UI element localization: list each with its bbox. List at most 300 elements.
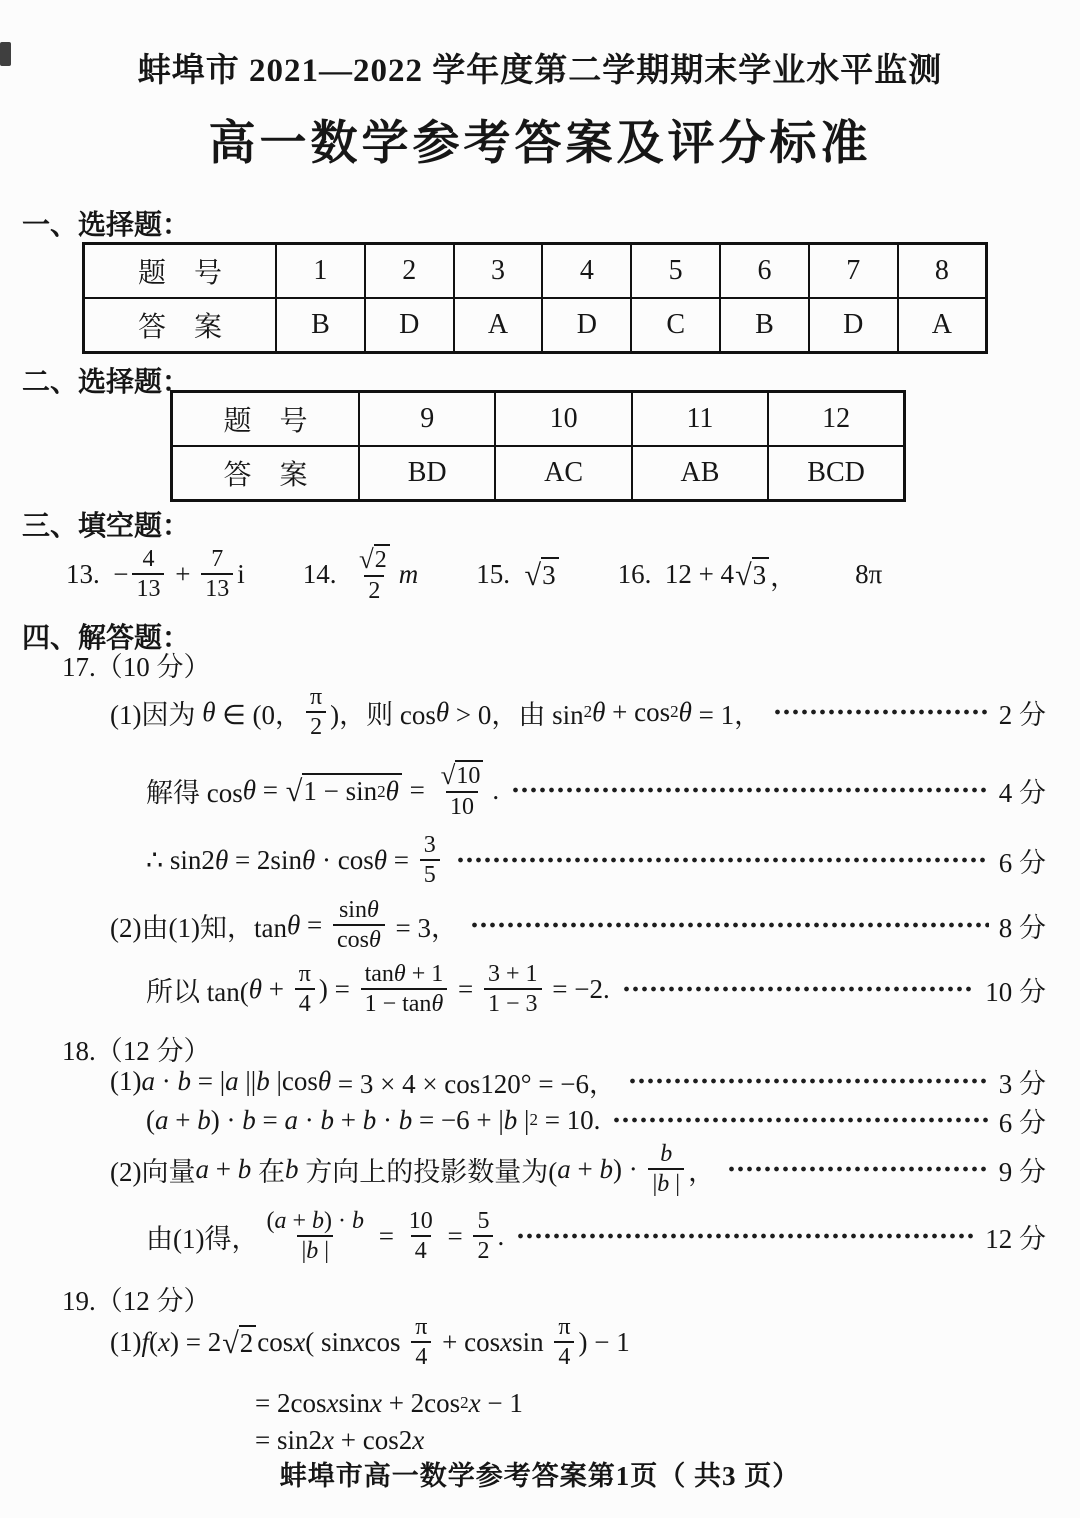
math-text: 5 [423,862,436,888]
math-expression [110,897,458,954]
radical-sign: √ [285,773,303,808]
row-label: 答 案 [84,298,277,353]
math-text: = [386,844,416,875]
square-root [441,760,484,789]
square-root [286,773,402,807]
radical-sign: √ [358,543,374,574]
score-label: 12 分 [985,1223,1046,1254]
math-text: 1 − 3 [487,991,538,1017]
math-text: = [255,1104,285,1135]
answer-table-questions-1-8 [82,242,988,354]
math-variable: m [398,558,419,589]
math-text: 15. [476,558,524,589]
math-variable: a [141,1065,155,1096]
math-variable: θ [317,1065,332,1096]
math-text: π [310,683,323,710]
math-text: . [492,774,500,805]
math-variable: θ [301,844,316,875]
radical-sign: √ [735,557,752,592]
math-text: |cos [269,1065,318,1096]
fraction [201,546,233,603]
math-text: = [451,973,480,1004]
score-label: 6 分 [998,847,1046,878]
fraction [354,544,395,604]
score-label: 8 分 [998,912,1046,943]
math-text: 1 − sin [303,776,378,806]
solution-line [0,954,1046,1024]
math-text: + cos [605,696,671,727]
math-text: 16. 12 + 4 [617,558,735,589]
fraction-numerator [295,961,315,988]
math-text: cos [336,927,369,953]
fraction [436,760,489,820]
radicand [455,760,483,789]
score-label: 4 分 [998,777,1046,808]
fraction-numerator [306,684,326,711]
math-text: | [517,1104,530,1135]
math-text: = [372,1220,401,1251]
table-cell: 4 [542,244,631,299]
table-cell: 10 [495,392,631,447]
table-cell: D [542,298,631,353]
solution-line [0,1060,1046,1102]
fraction-numerator [484,961,542,988]
math-text: 13. − [66,558,129,589]
fraction-numerator [554,1314,574,1341]
math-text: + [208,1153,238,1184]
math-text: 由(1)得， [146,1223,259,1254]
math-expression: ( a + b ) · b = a · b + b · b = −6 + | b | 2 = 10. [146,1104,601,1135]
table-cell: BCD [768,446,904,501]
math-variable: θ [385,776,399,806]
document-title: 蚌埠市 2021—2022 学年度第二学期期末学业水平监测 [137,53,943,89]
math-text: ) · [210,1104,243,1135]
math-text: = 2cos [255,1387,327,1418]
math-expression [146,961,610,1018]
math-variable: θ [678,696,692,727]
math-text: 2 [239,1328,254,1358]
table-cell: D [809,298,898,353]
math-text: 10 [408,1207,433,1234]
table-cell: 2 [365,244,454,299]
math-text: = 1， [691,699,762,730]
math-text: · cos [315,844,374,875]
math-text: π [415,1313,428,1340]
table-cell: 3 [454,244,543,299]
radicand [374,544,390,573]
math-expression [66,544,882,604]
math-text: 8π [855,558,883,589]
radicand [752,557,770,591]
math-variable: b [312,1207,325,1234]
math-text: ) − 1 [578,1326,630,1357]
page-footer: 蚌埠市高一数学参考答案第1页（ 共3 页） [279,1461,801,1491]
math-text: )，则 cos [330,699,436,730]
math-text: + [333,1104,363,1135]
math-text: 4 [142,545,155,572]
math-text: (1)因为 [110,699,203,730]
fraction-denominator [201,573,233,602]
table-cell: 1 [276,244,365,299]
math-text: 7 [211,545,224,572]
math-text: | [669,1171,681,1197]
fraction [405,1208,437,1265]
dot-leader [628,1075,989,1087]
math-text: cos [257,1326,294,1357]
solution-line [0,748,1046,832]
math-text: || [238,1065,257,1096]
math-text: 3 + 1 [487,960,538,987]
math-text: 10 [456,763,481,790]
math-text: + [262,973,291,1004]
math-variable: x [293,1326,306,1357]
dot-leader [773,706,989,718]
math-variable: θ [592,696,606,727]
math-text: 4 [298,991,311,1017]
math-variable: x [322,1424,334,1455]
math-variable: b [599,1153,613,1184]
table-cell: 9 [359,392,495,447]
fraction-denominator [648,1168,684,1197]
math-text: tan [364,960,394,987]
radicand: 1 − sin 2 θ [302,773,402,807]
math-text: 2 [368,577,381,604]
math-text: (2)向量 [110,1156,196,1187]
solution-line [0,826,1046,894]
math-text: 2 [477,1238,490,1264]
math-text: ∴ sin2 [146,844,215,875]
section-heading-choice-single: 一、选择题： [22,210,191,241]
math-text: ) · [612,1153,645,1184]
radical-sign: √ [524,557,542,592]
dot-leader [516,1230,975,1242]
math-variable: b [362,1104,377,1135]
math-text: = −6 + | [412,1104,504,1135]
math-variable: a [225,1065,239,1096]
fraction-denominator [306,711,326,740]
math-text: = sin2 [255,1424,322,1455]
table-row [172,392,905,447]
document-subtitle: 高一数学参考答案及评分标准 [208,116,872,169]
math-expression [146,832,444,889]
fraction-numerator [207,546,227,573]
math-variable: x [468,1387,481,1418]
math-text: = −2. [545,973,610,1004]
math-text: · [297,1104,321,1135]
fraction-denominator [295,988,315,1017]
math-text: ， [688,1156,716,1187]
fraction-denominator [554,1341,574,1370]
math-variable: b [284,1153,299,1184]
math-text: = [300,909,329,940]
score-label: 10 分 [985,976,1046,1007]
fraction-denominator [420,859,440,888]
fraction [132,546,164,603]
fraction [484,961,542,1018]
fraction-numerator [335,897,383,924]
fraction [306,684,326,741]
math-variable: b [352,1207,365,1234]
math-text: 3 [542,560,556,590]
table-cell: A [898,298,987,353]
fraction [361,961,448,1018]
score-label: 6 分 [998,1107,1046,1138]
math-variable: b [177,1065,191,1096]
row-label: 答 案 [172,446,360,501]
square-root [524,557,558,591]
math-text: + cos [435,1326,501,1357]
math-text: sin [338,1387,370,1418]
score-label: 2 分 [998,699,1046,730]
math-expression [110,1062,616,1101]
math-text: ) · [324,1207,353,1234]
math-variable: θ [286,909,301,940]
fraction [554,1314,574,1371]
math-text: + 1 [405,960,444,987]
math-variable: θ [214,844,229,875]
solution-line [0,674,1046,750]
fraction-numerator [411,1314,431,1341]
solution-line [0,892,1046,958]
math-text: 18.（12 分） [62,1035,211,1066]
math-text: = 3 × 4 × cos120° = −6， [331,1068,617,1099]
fill-in-answers-line [0,531,1046,617]
math-text: = 2sin [228,844,302,875]
math-text: 解得 cos [146,777,243,808]
fraction [333,897,385,954]
math-expression: = 2cos x sin x + 2cos 2 x − 1 [255,1387,523,1418]
table-cell: 12 [768,392,904,447]
solution-line [0,1138,1046,1200]
math-text: ) = [318,973,357,1004]
math-text: ∈ (0， [215,699,303,730]
fraction [648,1141,684,1198]
fraction-denominator [333,924,385,953]
fraction-numerator [138,546,158,573]
math-variable: b [320,1104,334,1135]
math-text: π [298,960,311,987]
math-variable: θ [242,774,257,805]
table-cell: C [631,298,720,353]
math-text: . [497,1220,505,1251]
math-text: 在 [251,1156,285,1187]
math-text: ( [146,1104,155,1135]
square-root [359,544,390,573]
math-text: 10 [449,793,474,820]
fraction-denominator [411,1235,431,1264]
math-expression [110,1141,715,1198]
math-variable: x [369,1387,382,1418]
math-variable: θ [435,696,450,727]
fraction-denominator [297,1235,333,1264]
math-variable: x [158,1326,170,1357]
math-text: 所以 tan( [146,976,249,1007]
math-variable: θ [202,696,216,727]
math-text: ) = 2 [169,1326,222,1357]
math-text: + [168,558,198,589]
math-text: ， [770,561,798,592]
math-variable: b [660,1140,673,1167]
math-text: cos [364,1326,408,1357]
fraction-numerator [420,832,440,859]
math-variable: b [237,1153,252,1184]
math-text: 5 [477,1207,490,1234]
math-variable: θ [368,927,381,953]
math-text: 4 [558,1344,571,1370]
math-variable: b [256,1065,270,1096]
fraction-numerator [361,961,448,988]
fraction-denominator [446,791,478,820]
math-text: π [558,1313,571,1340]
math-text: ( [266,1207,275,1234]
math-text: ( [149,1326,158,1357]
fraction-numerator [405,1208,437,1235]
math-text: | [301,1238,307,1264]
math-text: | [318,1238,330,1264]
dot-leader [727,1163,989,1175]
table-cell: 7 [809,244,898,299]
math-text: 2 [374,547,387,574]
math-text: 13 [205,576,230,602]
section-heading-solutions: 四、解答题： [22,623,191,654]
math-expression [146,760,499,820]
radicand [239,1325,257,1359]
math-variable: b [197,1104,211,1135]
math-text: 19.（12 分） [62,1285,211,1316]
math-text: · [376,1104,399,1135]
math-variable: b [306,1238,319,1264]
table-cell: 6 [720,244,809,299]
table-row [84,244,987,299]
math-text: | [652,1171,658,1197]
fraction [411,1314,431,1371]
fraction-denominator [132,573,164,602]
math-variable: x [326,1387,339,1418]
radical-sign: √ [222,1325,239,1360]
math-variable: a [557,1153,571,1184]
math-text: = [440,1220,470,1251]
math-variable: θ [248,973,262,1004]
table-cell: D [365,298,454,353]
solution-line [0,1196,1046,1276]
math-text: 3 [423,831,436,858]
math-variable: a [284,1104,298,1135]
table-cell: 8 [898,244,987,299]
table-row [84,298,987,353]
math-text: · [154,1065,178,1096]
math-text: i [237,558,245,589]
math-variable: θ [373,844,387,875]
fraction-denominator [364,575,384,604]
dot-leader [470,919,989,931]
table-cell: B [720,298,809,353]
math-variable: x [352,1326,365,1357]
math-variable: θ [366,896,379,923]
math-text: = 3， [388,912,458,943]
fraction [473,1208,493,1265]
math-variable: b [657,1171,670,1197]
math-variable: a [155,1104,169,1135]
math-text: − 1 [480,1387,523,1418]
table-cell: 5 [631,244,720,299]
math-text: 17.（10 分） [62,651,211,682]
score-label: 3 分 [998,1068,1046,1099]
math-text: + 2cos [381,1387,461,1418]
math-variable: a [195,1153,209,1184]
dot-leader [612,1114,988,1126]
math-text: ( sin [305,1326,353,1357]
fraction-numerator [656,1141,676,1168]
math-text: 4 [415,1344,428,1370]
table-cell: A [454,298,543,353]
math-text: + [570,1153,600,1184]
square-root [222,1325,256,1359]
score-label: 9 分 [998,1156,1046,1187]
math-text: 14. [302,558,350,589]
dot-leader [622,983,976,995]
dot-leader [456,854,989,866]
math-variable: x [500,1326,513,1357]
math-variable: θ [431,991,444,1017]
math-text: + cos2 [333,1424,413,1455]
math-text: sin [338,896,367,923]
math-variable: x [412,1424,425,1455]
math-text: 13 [136,576,161,602]
math-text: 1 − tan [364,991,432,1017]
dot-leader [511,784,989,796]
math-expression: (1)因为 θ ∈ (0， $\frac{\pi}{2}$ )，则 cos θ > 0，由 sin 2 θ + cos 2 θ = 1， [110,683,762,740]
math-text: = [402,774,432,805]
math-text: + [168,1104,198,1135]
math-variable: b [242,1104,256,1135]
fraction [420,832,440,889]
math-text: (2)由(1)知，tan [110,912,287,943]
math-expression [255,1425,424,1456]
fraction-denominator [484,988,542,1017]
math-variable: θ [393,960,406,987]
radical-sign: √ [440,759,456,790]
square-root [735,557,769,591]
radicand [541,557,559,591]
math-text: 方向上的投影数量为( [298,1156,558,1187]
solution-line [0,1306,1046,1378]
fraction-denominator [473,1235,493,1264]
math-text: (1) [110,1326,142,1357]
table-cell: 11 [632,392,768,447]
math-expression [110,1314,630,1371]
section-heading-choice-multi: 二、选择题： [22,367,191,398]
fraction-numerator [436,760,489,790]
section-heading-fill-in: 三、填空题： [22,511,191,542]
table-cell: BD [359,446,495,501]
math-variable: a [274,1207,287,1234]
fraction-numerator [473,1208,493,1235]
table-cell: AC [495,446,631,501]
math-expression [146,1208,504,1265]
math-text: 3 [752,560,767,590]
math-text: sin [512,1326,551,1357]
math-text: + [286,1207,313,1234]
math-variable: b [398,1104,413,1135]
math-variable: b [503,1104,518,1135]
math-text: 4 [414,1238,427,1264]
math-text: = [256,774,285,805]
table-cell: B [276,298,365,353]
fraction [262,1208,368,1265]
math-variable: f [141,1326,149,1357]
math-text: = | [190,1065,226,1096]
math-text: 2 [310,714,323,740]
